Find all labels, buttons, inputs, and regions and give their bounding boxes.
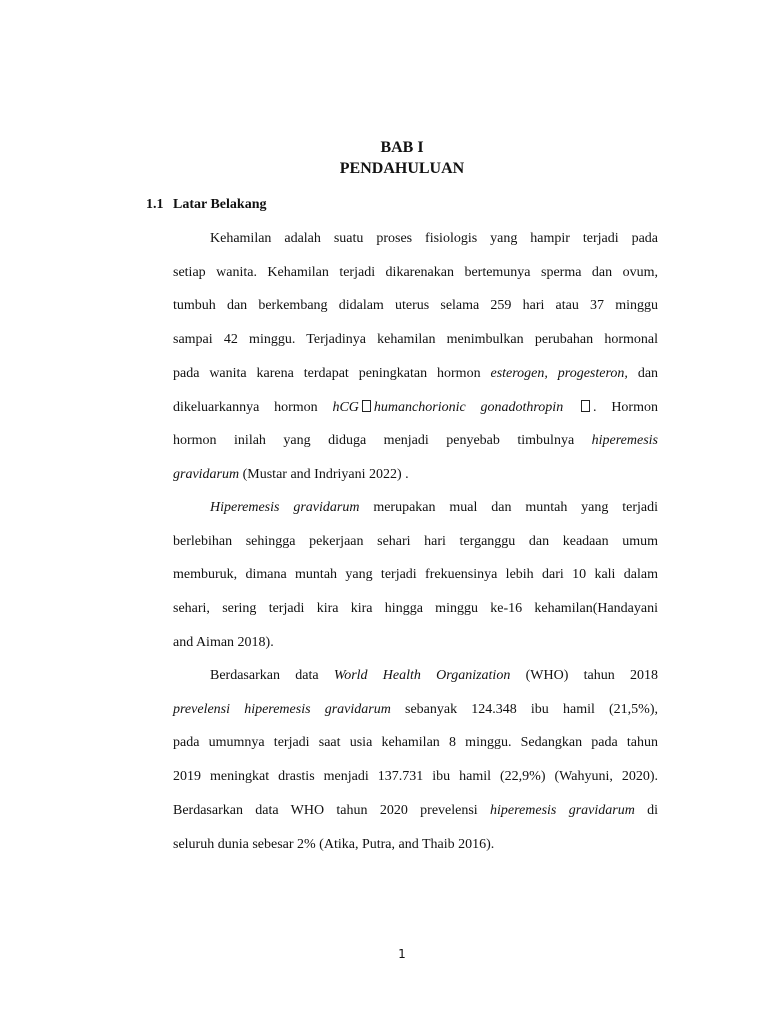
italic-term: hCG — [332, 399, 359, 415]
paragraph-line — [173, 491, 658, 525]
paragraph-line: pada umumnya terjadi saat usia kehamilan 8 minggu. Sedangkan pada tahun — [173, 735, 658, 751]
text-run: pada wanita karena terdapat peningkatan hormon — [173, 365, 481, 381]
text-run: . Hormon — [593, 399, 658, 415]
italic-term: hiperemesis gravidarum — [244, 701, 391, 717]
paragraph-line: setiap wanita. Kehamilan terjadi dikarenakan bertemunya sperma dan ovum, — [173, 264, 658, 280]
text-run: di — [647, 802, 659, 818]
chapter-number: BAB I — [380, 139, 424, 156]
paragraph-line — [173, 458, 658, 492]
italic-term: prevelensi — [173, 701, 231, 717]
paragraph-line: seluruh dunia sebesar 2% (Atika, Putra, and Thaib 2016). — [173, 836, 495, 852]
italic-term: hiperemesis — [591, 433, 658, 449]
section-heading — [146, 196, 266, 214]
paragraph-3 — [173, 659, 658, 861]
italic-term: esterogen, progesteron, — [490, 365, 628, 381]
italic-term: hiperemesis gravidarum — [490, 802, 635, 818]
text-run: sebanyak 124.348 ibu hamil (21,5%), — [405, 701, 659, 717]
chapter-title: PENDAHULUAN — [339, 160, 465, 177]
missing-glyph-box — [581, 400, 590, 412]
paragraph-line — [173, 794, 658, 828]
paragraph-line: sampai 42 minggu. Terjadinya kehamilan menimbulkan perubahan hormonal — [173, 332, 658, 348]
paragraph-line — [173, 659, 658, 693]
paragraph-line: 2019 meningkat drastis menjadi 137.731 ibu hamil (22,9%) (Wahyuni, 2020). — [173, 769, 658, 785]
paragraph-line — [173, 391, 658, 425]
italic-term: gravidarum — [173, 466, 240, 482]
missing-glyph-box — [362, 400, 371, 412]
paragraph-1 — [173, 222, 658, 492]
text-run: Berdasarkan data — [210, 668, 319, 683]
paragraph-line: memburuk, dimana muntah yang terjadi frekuensinya lebih dari 10 kali dalam — [173, 567, 658, 583]
page-number: 1 — [398, 947, 406, 961]
text-run: merupakan mual dan muntah yang terjadi — [373, 500, 659, 515]
citation: (Mustar and Indriyani 2022) . — [242, 466, 409, 482]
paragraph-2 — [173, 491, 658, 660]
text-run: Berdasarkan data WHO tahun 2020 prevelensi — [173, 802, 478, 818]
paragraph-line: berlebihan sehingga pekerjaan sehari hari terganggu dan keadaan umum — [173, 533, 658, 549]
paragraph-line: Kehamilan adalah suatu proses fisiologis yang hampir terjadi pada — [210, 231, 658, 246]
text-run: dikeluarkannya hormon — [173, 399, 318, 415]
paragraph-line — [173, 424, 658, 458]
section-number: 1.1 — [146, 197, 164, 212]
paragraph-line — [173, 693, 658, 727]
text-run: hormon inilah yang diduga menjadi penyebab timbulnya — [173, 433, 575, 449]
paragraph-line: and Aiman 2018). — [173, 634, 274, 650]
paragraph-line: tumbuh dan berkembang didalam uterus selama 259 hari atau 37 minggu — [173, 298, 658, 314]
section-title: Latar Belakang — [173, 197, 267, 212]
italic-term: Hiperemesis gravidarum — [210, 500, 360, 515]
italic-term: humanchorionic gonadothropin — [373, 399, 564, 415]
paragraph-line: sehari, sering terjadi kira kira hingga minggu ke-16 kehamilan(Handayani — [173, 601, 658, 617]
text-run: dan — [637, 365, 659, 381]
text-run: (WHO) tahun 2018 — [525, 668, 658, 683]
italic-term: World Health Organization — [333, 668, 511, 683]
paragraph-line — [173, 357, 658, 391]
